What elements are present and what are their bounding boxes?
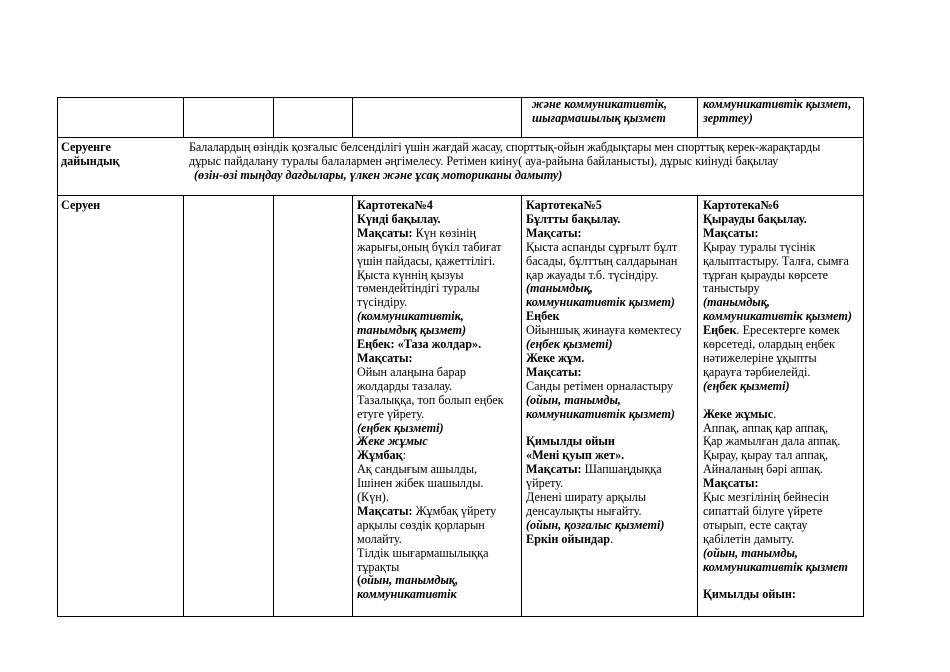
text-line: жарығы,оның бүкіл табиғат <box>357 239 502 254</box>
table-line <box>863 97 864 617</box>
text-line: (ойын, танымды, <box>703 545 798 560</box>
label: Мақсаты: <box>357 225 413 240</box>
table-line <box>183 195 184 617</box>
text-line: танымдық қызмет) <box>357 323 467 338</box>
text-line: Мақсаты: <box>703 476 759 491</box>
spacer-line <box>526 422 682 436</box>
text-line: Қимылды ойын: <box>703 587 796 602</box>
text-line <box>703 324 852 338</box>
text-line: Мақсаты: <box>526 225 582 240</box>
text-line: Қыс мезгілінің бейнесін <box>703 490 829 505</box>
text-line: «Мені қуып жет». <box>526 448 625 463</box>
prev-row-col4 <box>532 98 667 126</box>
text-span: Күн көзінің <box>412 225 477 240</box>
card-4 <box>357 199 504 602</box>
text-line: зерттеу) <box>703 110 753 125</box>
table-line <box>57 616 864 617</box>
label: Жеке жұмыс <box>703 406 774 421</box>
text-line: қабілетін дамыту. <box>703 531 795 546</box>
card-title: Картотека№6 <box>703 198 779 212</box>
text-line: Мақсаты: <box>526 364 582 379</box>
text-line: етуге үйрету. <box>357 406 425 421</box>
text-line: Денені ширату арқылы <box>526 490 647 505</box>
text-line: отырып, есте сақтау <box>703 517 808 532</box>
text-line: (еңбек қызметі) <box>526 337 613 352</box>
text-line: Қырау, қырау тал аппақ, <box>703 448 829 463</box>
text-line: жолдарды тазалау. <box>357 378 453 393</box>
spacer-line <box>703 574 852 588</box>
text-line: нәтижелеріне ұқыпты <box>703 350 817 365</box>
text-line: тұрған қырауды көрсете <box>703 267 829 282</box>
prev-row-col5 <box>703 98 851 126</box>
spacer-line <box>703 394 852 408</box>
table-line <box>57 137 864 138</box>
text-line: (Күн). <box>357 490 389 505</box>
table-line <box>697 195 698 617</box>
label: Еркін ойындар <box>526 531 611 546</box>
row-label-preparation <box>61 141 120 169</box>
text-line: Қыста күннің қызуы <box>357 267 464 282</box>
card-6 <box>703 199 852 602</box>
text-line: денсаулықты нығайту. <box>526 503 642 518</box>
text-line: Еңбек: «Таза жолдар». <box>357 337 482 352</box>
text-line: (танымдық, <box>703 295 770 310</box>
text-line: төмендейтіндігі туралы <box>357 281 480 296</box>
text-line: (танымдық, <box>526 281 593 296</box>
text-line: үйрету. <box>526 476 564 491</box>
card-title: Картотека№4 <box>357 198 433 212</box>
table-line <box>57 195 864 196</box>
text-line: Балалардың өзіндік қозғалыс белсенділігі үшін жағдай жасау, спорттық-ойын жабдықтары мен спорттық керек-жарақтарды <box>189 140 821 154</box>
text-line: Күнді бақылау. <box>357 211 441 226</box>
text-line: Қар жамылған дала аппақ. <box>703 434 841 449</box>
text-span: . <box>610 531 614 546</box>
table-line <box>57 97 58 617</box>
text-line: Бұлтты бақылау. <box>526 211 621 226</box>
table-line <box>273 195 274 617</box>
text-line: қарауға тәрбиелейді. <box>703 364 811 379</box>
text-line <box>357 574 504 588</box>
text-line: молайту. <box>357 531 402 546</box>
card-title: Картотека№5 <box>526 198 602 212</box>
text-line: үшін пайдасы, қажеттілігі. <box>357 253 496 268</box>
text-line: Еңбек <box>526 309 560 324</box>
table-line <box>183 97 184 138</box>
text-line: Мақсаты: <box>357 350 413 365</box>
card-5 <box>526 199 682 547</box>
text-span: . Ересектерге көмек <box>736 323 840 338</box>
preparation-text <box>189 141 820 183</box>
table-line <box>697 97 698 138</box>
text-line: (еңбек қызметі) <box>357 420 444 435</box>
text-line: таныстыру <box>703 281 760 296</box>
text-line: коммуникативтік қызмет) <box>526 406 675 421</box>
text-line: Қырауды бақылау. <box>703 211 807 226</box>
text-line: коммуникативтік қызмет, <box>703 97 852 111</box>
text-line: шығармашылық қызмет <box>532 110 666 125</box>
text-line: Тазалыққа, топ болып еңбек <box>357 392 504 407</box>
text-line: арқылы сөздік қорларын <box>357 517 485 532</box>
text-line: тұрақты <box>357 559 400 574</box>
text-line: Жеке жұмыс <box>357 434 428 449</box>
text-line: Жеке жұм. <box>526 350 585 365</box>
row-label-walk <box>61 199 100 213</box>
text-line: Серуенге <box>61 140 111 154</box>
text-line: коммуникативтік қызмет) <box>703 309 852 324</box>
text-line: коммуникативтік қызмет <box>703 559 848 574</box>
text-line: Санды ретімен орналастыру <box>526 378 674 393</box>
text-line: Қыста аспанды сұрғылт бұлт <box>526 239 678 254</box>
table-line <box>352 195 353 617</box>
text-line: дұрыс пайдалану туралы балалармен әңгімелесу. Ретімен киіну( ауа-райына байланысты), дұрыс киінуді бақылау <box>189 153 779 168</box>
text-line: (еңбек қызметі) <box>703 378 790 393</box>
text-line: Мақсаты: <box>703 225 759 240</box>
text-line: (ойын, танымды, <box>526 392 621 407</box>
text-line <box>526 463 682 477</box>
text-span: ( <box>357 573 362 588</box>
text-span: ойын, танымдық, <box>361 573 459 588</box>
text-line: (ойын, қозғалыс қызметі) <box>526 517 665 532</box>
text-line <box>357 449 504 463</box>
text-line <box>357 505 504 519</box>
text-line: Ішінен жібек шашылды. <box>357 476 484 491</box>
table-line <box>521 195 522 617</box>
text-span: : <box>402 448 407 463</box>
text-line: Тілдік шығармашылыққа <box>357 545 489 560</box>
text-line: басады, бұлттың салдарынан <box>526 253 678 268</box>
text-line: көрсетеді, олардың еңбек <box>703 337 835 352</box>
text-span: Жұмбақ үйрету <box>412 503 497 518</box>
text-line: дайындық <box>61 153 120 168</box>
text-line: коммуникативтік <box>357 587 457 602</box>
text-line <box>526 533 682 547</box>
text-span: Шапшаңдыққа <box>581 462 662 477</box>
text-line: Қырау туралы түсінік <box>703 239 816 254</box>
label: Жұмбақ <box>357 448 403 463</box>
text-line <box>357 227 504 241</box>
text-line: қалыптастыру. Талға, сымға <box>703 253 849 268</box>
text-span: . <box>773 406 777 421</box>
label: Мақсаты: <box>357 503 413 518</box>
table-line <box>521 97 522 138</box>
text-line: Қимылды ойын <box>526 434 615 449</box>
label: Мақсаты: <box>526 462 582 477</box>
text-line: Ойыншық жинауға көмектесу <box>526 323 682 338</box>
text-line: түсіндіру. <box>357 295 408 310</box>
text-line: коммуникативтік қызмет) <box>526 295 675 310</box>
text-line: Серуен <box>61 198 101 212</box>
text-line: (өзін-өзі тыңдау дағдылары, үлкен және ұсақ моториканы дамыту) <box>194 167 563 182</box>
text-line: және коммуникативтік, <box>532 97 667 111</box>
text-line: сипаттай білуге үйрете <box>703 503 823 518</box>
text-line: (коммуникативтік, <box>357 309 464 324</box>
text-line: Аппақ, аппақ қар аппақ, <box>703 420 829 435</box>
text-line: Айналаның бәрі аппақ. <box>703 462 823 477</box>
text-line: Ойын алаңына барар <box>357 364 466 379</box>
text-line: қар жауады т.б. түсіндіру. <box>526 267 659 282</box>
text-line: Ақ сандығым ашылды, <box>357 462 478 477</box>
table-line <box>273 97 274 138</box>
text-line <box>703 408 852 422</box>
label: Еңбек <box>703 323 737 338</box>
table-line <box>352 97 353 138</box>
